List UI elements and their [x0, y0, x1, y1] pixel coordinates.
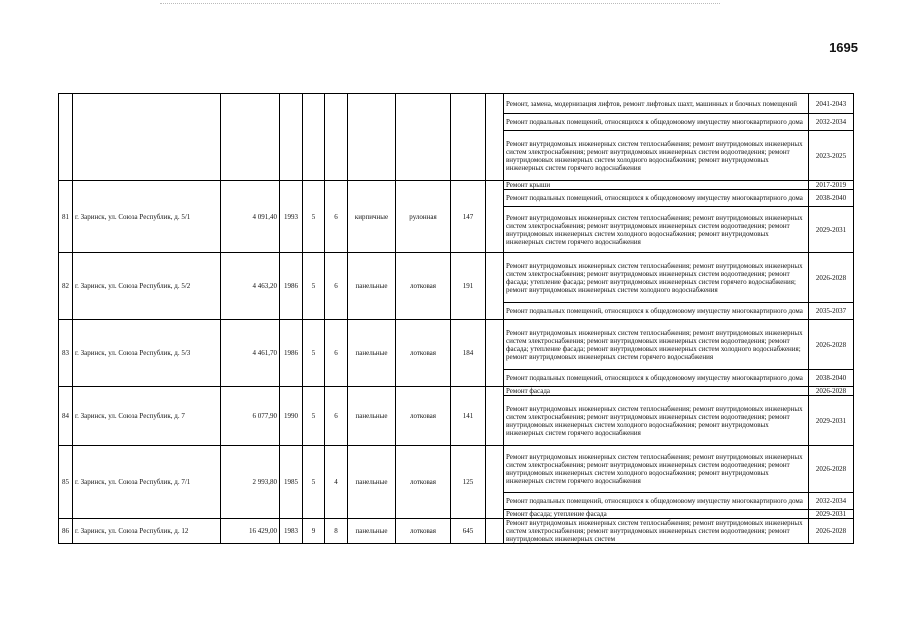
work-period: 2038-2040: [809, 190, 854, 207]
work-description: Ремонт подвальных помещений, относящихся к общедомовому имуществу многоквартирного дома: [504, 303, 809, 320]
empty-cell: [486, 253, 504, 320]
floor-count: 5: [303, 446, 325, 519]
floor-count: 5: [303, 320, 325, 387]
work-period: 2029-2031: [809, 510, 854, 519]
work-period: 2038-2040: [809, 370, 854, 387]
empty-cell-walls: [348, 94, 396, 181]
total-area: 4 461,70: [221, 320, 280, 387]
wall-material: панельные: [348, 387, 396, 446]
building-address: г. Заринск, ул. Союза Республик, д. 5/1: [73, 181, 221, 253]
roof-type: лотковая: [396, 387, 451, 446]
table-row: [59, 519, 854, 544]
apartment-count: 141: [451, 387, 486, 446]
building-address: г. Заринск, ул. Союза Республик, д. 12: [73, 519, 221, 544]
build-year: 1986: [280, 320, 303, 387]
table-row: [59, 181, 854, 190]
empty-cell-year: [280, 94, 303, 181]
work-description: Ремонт внутридомовых инженерных систем теплоснабжения; ремонт внутридомовых инженерных систем электроснабжения; ремонт внутридомовых инженерных систем водоотведения; ремонт фасада; утепление фасада; ремонт внутридомовых инженерных систем холодного водоснабжения; ремонт внутридомовых инженерных систем горячего водоснабжения: [504, 320, 809, 370]
work-description: Ремонт, замена, модернизация лифтов, ремонт лифтовых шахт, машинных и блочных помещений: [504, 94, 809, 114]
entrance-count: 6: [325, 387, 348, 446]
floor-count: 5: [303, 181, 325, 253]
row-number: 84: [59, 387, 73, 446]
work-period: 2029-2031: [809, 396, 854, 446]
empty-cell-spacer: [486, 94, 504, 181]
empty-cell: [486, 446, 504, 519]
apartment-count: 125: [451, 446, 486, 519]
entrance-count: 8: [325, 519, 348, 544]
entrance-count: 6: [325, 253, 348, 320]
floor-count: 9: [303, 519, 325, 544]
work-description: Ремонт внутридомовых инженерных систем теплоснабжения; ремонт внутридомовых инженерных систем электроснабжения; ремонт внутридомовых инженерных систем водоотведения; ремонт внутридомовых инженерных систем холодного водоснабжения; ремонт внутридомовых инженерных систем горячего водоснабжения: [504, 446, 809, 493]
work-description: Ремонт подвальных помещений, относящихся к общедомовому имуществу многоквартирного дома: [504, 190, 809, 207]
work-period: 2041-2043: [809, 94, 854, 114]
empty-cell-roof: [396, 94, 451, 181]
work-period: 2017-2019: [809, 181, 854, 190]
apartment-count: 147: [451, 181, 486, 253]
work-period: 2026-2028: [809, 519, 854, 544]
building-address: г. Заринск, ул. Союза Республик, д. 7/1: [73, 446, 221, 519]
total-area: 4 091,40: [221, 181, 280, 253]
work-period: 2035-2037: [809, 303, 854, 320]
total-area: 4 463,20: [221, 253, 280, 320]
floor-count: 5: [303, 253, 325, 320]
empty-cell-apartments: [451, 94, 486, 181]
empty-cell: [486, 387, 504, 446]
roof-type: лотковая: [396, 320, 451, 387]
entrance-count: 6: [325, 181, 348, 253]
page-number: 1695: [829, 40, 858, 55]
entrance-count: 6: [325, 320, 348, 387]
apartment-count: 645: [451, 519, 486, 544]
empty-cell: [486, 181, 504, 253]
table-row: [59, 446, 854, 493]
wall-material: панельные: [348, 320, 396, 387]
build-year: 1983: [280, 519, 303, 544]
roof-type: лотковая: [396, 519, 451, 544]
work-description: Ремонт подвальных помещений, относящихся к общедомовому имуществу многоквартирного дома: [504, 493, 809, 510]
empty-cell-area: [221, 94, 280, 181]
empty-cell-address: [73, 94, 221, 181]
table-row: [59, 253, 854, 303]
total-area: 16 429,00: [221, 519, 280, 544]
work-description: Ремонт внутридомовых инженерных систем теплоснабжения; ремонт внутридомовых инженерных систем электроснабжения; ремонт внутридомовых инженерных систем водоотведения; ремонт внутридомовых инженерных систем холодного водоснабжения; ремонт внутридомовых инженерных систем горячего водоснабжения: [504, 396, 809, 446]
work-period: 2026-2028: [809, 320, 854, 370]
table-row: [59, 320, 854, 370]
building-address: г. Заринск, ул. Союза Республик, д. 5/2: [73, 253, 221, 320]
floor-count: 5: [303, 387, 325, 446]
row-number: 81: [59, 181, 73, 253]
work-period: 2032-2034: [809, 114, 854, 131]
apartment-count: 184: [451, 320, 486, 387]
work-description: Ремонт крыши: [504, 181, 809, 190]
work-period: 2029-2031: [809, 207, 854, 253]
wall-material: панельные: [348, 253, 396, 320]
scan-artifact-line: [160, 3, 720, 4]
row-number: 85: [59, 446, 73, 519]
work-description: Ремонт внутридомовых инженерных систем теплоснабжения; ремонт внутридомовых инженерных систем электроснабжения; ремонт внутридомовых инженерных систем водоотведения; ремонт внутридомовых инженерных систем: [504, 519, 809, 544]
wall-material: кирпичные: [348, 181, 396, 253]
work-period: 2026-2028: [809, 253, 854, 303]
roof-type: рулонная: [396, 181, 451, 253]
total-area: 2 993,80: [221, 446, 280, 519]
table-row: [59, 387, 854, 396]
total-area: 6 077,90: [221, 387, 280, 446]
row-number: 83: [59, 320, 73, 387]
work-description: Ремонт внутридомовых инженерных систем теплоснабжения; ремонт внутридомовых инженерных систем электроснабжения; ремонт внутридомовых инженерных систем водоотведения; ремонт внутридомовых инженерных систем холодного водоснабжения; ремонт внутридомовых инженерных систем горячего водоснабжения: [504, 207, 809, 253]
empty-cell-num: [59, 94, 73, 181]
building-address: г. Заринск, ул. Союза Республик, д. 7: [73, 387, 221, 446]
wall-material: панельные: [348, 519, 396, 544]
empty-cell-entrances: [325, 94, 348, 181]
empty-cell-floors: [303, 94, 325, 181]
build-year: 1985: [280, 446, 303, 519]
work-description: Ремонт фасада: [504, 387, 809, 396]
repair-schedule-table: [58, 93, 854, 544]
build-year: 1990: [280, 387, 303, 446]
row-number: 86: [59, 519, 73, 544]
work-description: Ремонт подвальных помещений, относящихся к общедомовому имуществу многоквартирного дома: [504, 114, 809, 131]
row-number: 82: [59, 253, 73, 320]
roof-type: лотковая: [396, 253, 451, 320]
work-description: Ремонт подвальных помещений, относящихся к общедомовому имуществу многоквартирного дома: [504, 370, 809, 387]
apartment-count: 191: [451, 253, 486, 320]
empty-cell: [486, 320, 504, 387]
table-row: [59, 94, 854, 114]
work-description: Ремонт внутридомовых инженерных систем теплоснабжения; ремонт внутридомовых инженерных систем электроснабжения; ремонт внутридомовых инженерных систем водоотведения; ремонт внутридомовых инженерных систем холодного водоснабжения; ремонт внутридомовых инженерных систем горячего водоснабжения: [504, 131, 809, 181]
build-year: 1993: [280, 181, 303, 253]
work-period: 2023-2025: [809, 131, 854, 181]
entrance-count: 4: [325, 446, 348, 519]
build-year: 1986: [280, 253, 303, 320]
empty-cell: [486, 519, 504, 544]
work-description: Ремонт внутридомовых инженерных систем теплоснабжения; ремонт внутридомовых инженерных систем электроснабжения; ремонт внутридомовых инженерных систем водоотведения; ремонт фасада; утепление фасада; ремонт внутридомовых инженерных систем горячего водоснабжения; ремонт внутридомовых инженерных систем холодного водоснабжения: [504, 253, 809, 303]
work-period: 2032-2034: [809, 493, 854, 510]
work-description: Ремонт фасада; утепление фасада: [504, 510, 809, 519]
work-period: 2026-2028: [809, 446, 854, 493]
roof-type: лотковая: [396, 446, 451, 519]
wall-material: панельные: [348, 446, 396, 519]
building-address: г. Заринск, ул. Союза Республик, д. 5/3: [73, 320, 221, 387]
work-period: 2026-2028: [809, 387, 854, 396]
